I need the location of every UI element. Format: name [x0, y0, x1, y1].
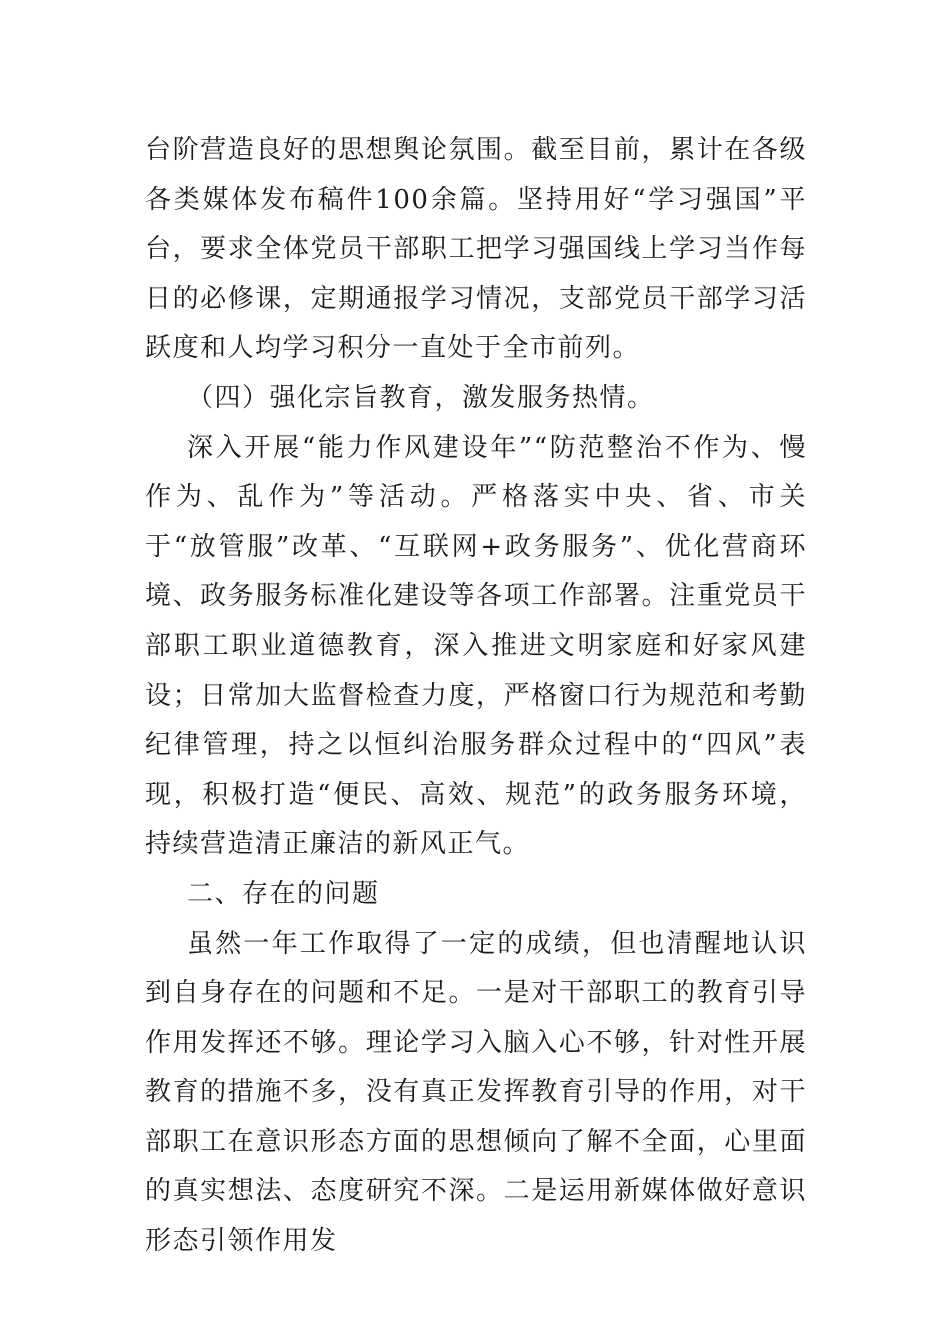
heading-existing-problems: 二、存在的问题	[187, 878, 380, 909]
paragraph-service-activities: 深入开展“能力作风建设年”“防范整治不作为、慢作为、乱作为”等活动。严格落实中央、省、市关于“放管服”改革、“互联网+政务服务”、优化营商环境、政务服务标准化建设等各项工作部署。注重党员干部职工职业道德教育，深入推进文明家庭和好家风建设；日常加大监督检查力度，严格窗口行为规范和考勤纪律管理，持之以恒纠治服务群众过程中的“四风”表现，积极打造“便民、高效、规范”的政务服务环境，持续营造清正廉洁的新风正气。	[145, 432, 807, 860]
paragraph-problems-detail: 虽然一年工作取得了一定的成绩，但也清醒地认识到自身存在的问题和不足。一是对干部职工的教育引导作用发挥还不够。理论学习入脑入心不够，针对性开展教育的措施不多，没有真正发挥教育引导的作用，对干部职工在意识形态方面的思想倾向了解不全面，心里面的真实想法、态度研究不深。二是运用新媒体做好意识形态引领作用发	[145, 928, 807, 1257]
subheading-purpose-education: （四）强化宗旨教育，激发服务热情。	[187, 382, 655, 413]
paragraph-media-study: 台阶营造良好的思想舆论氛围。截至目前，累计在各级各类媒体发布稿件100余篇。坚持用好“学习强国”平台，要求全体党员干部职工把学习强国线上学习当作每日的必修课，定期通报学习情况，支部党员干部学习活跃度和人均学习积分一直处于全市前列。	[145, 135, 807, 364]
document-body	[145, 126, 807, 1267]
